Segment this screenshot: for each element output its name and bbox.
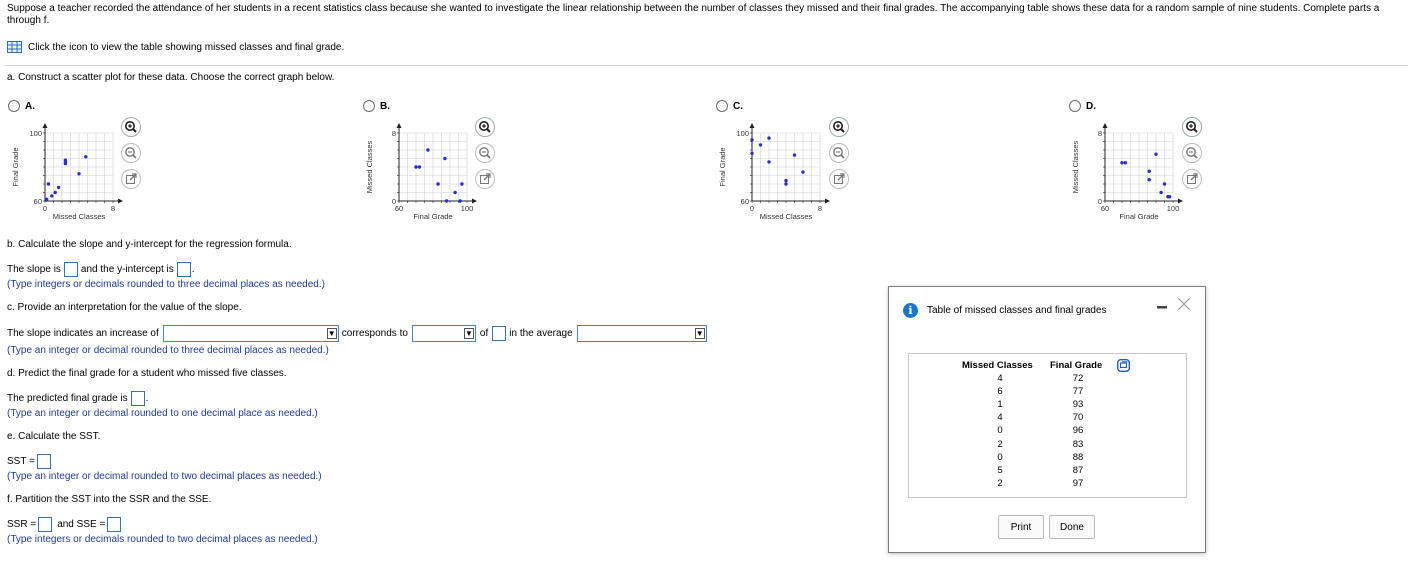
slope-interpret-label: The slope indicates an increase of bbox=[7, 328, 159, 339]
y-tick-label: 0 bbox=[391, 197, 396, 206]
data-point bbox=[750, 152, 753, 155]
graph-c-tools bbox=[829, 117, 851, 189]
data-point bbox=[418, 165, 421, 168]
option-a-radio[interactable] bbox=[8, 100, 20, 112]
intercept-input[interactable] bbox=[177, 262, 191, 277]
x-axis-label: Missed Classes bbox=[759, 212, 813, 221]
table-cell-missed: 4 bbox=[997, 373, 1003, 384]
part-d-hint: (Type an integer or decimal rounded to one decimal place as needed.) bbox=[7, 408, 318, 419]
print-button[interactable]: Print bbox=[998, 515, 1044, 539]
data-table-dialog bbox=[888, 286, 1206, 553]
x-tick-label: 60 bbox=[394, 204, 404, 213]
part-b-answer-line bbox=[7, 262, 195, 277]
data-table bbox=[908, 353, 1187, 498]
dialog-title: Table of missed classes and final grades bbox=[927, 305, 1107, 316]
part-e-hint: (Type an integer or decimal rounded to two decimal places as needed.) bbox=[7, 471, 322, 482]
average-variable-select[interactable] bbox=[577, 325, 707, 342]
part-f-hint: (Type integers or decimals rounded to two decimal places as needed.) bbox=[7, 534, 318, 545]
table-cell-grade: 77 bbox=[1072, 386, 1084, 398]
data-point bbox=[1148, 170, 1151, 173]
x-axis-arrow bbox=[118, 199, 123, 204]
option-d-radio[interactable] bbox=[1069, 100, 1081, 112]
close-icon[interactable] bbox=[1176, 296, 1192, 312]
option-b-radio[interactable] bbox=[363, 100, 375, 112]
data-point bbox=[45, 198, 48, 201]
average-label: in the average bbox=[509, 328, 573, 339]
popout-icon[interactable] bbox=[121, 169, 141, 189]
intercept-label: and the y-intercept is bbox=[80, 264, 174, 275]
data-point bbox=[767, 136, 770, 139]
ssr-label: SSR = bbox=[7, 519, 37, 530]
x-axis-label: Final Grade bbox=[1119, 212, 1159, 221]
zoom-out-icon[interactable] bbox=[1182, 143, 1202, 163]
option-d[interactable] bbox=[1069, 100, 1096, 112]
y-axis-arrow bbox=[750, 123, 755, 128]
col-header-missed: Missed Classes bbox=[962, 360, 1033, 371]
chevron-down-icon: ▼ bbox=[464, 328, 473, 338]
y-axis-label: Final Grade bbox=[718, 147, 727, 187]
data-point bbox=[459, 199, 462, 202]
zoom-in-icon[interactable] bbox=[829, 117, 849, 137]
scatter-plot-d bbox=[1068, 115, 1183, 225]
y-tick-label: 8 bbox=[391, 129, 396, 138]
slope-label: The slope is bbox=[7, 264, 61, 275]
x-tick-label: 100 bbox=[1166, 204, 1180, 213]
data-point bbox=[64, 160, 67, 163]
dialog-header bbox=[903, 303, 1107, 318]
x-axis-label: Missed Classes bbox=[52, 212, 106, 221]
graph-a-tools bbox=[121, 117, 143, 189]
y-tick-label: 100 bbox=[736, 129, 749, 138]
scatter-plot-c bbox=[715, 115, 830, 225]
table-cell-missed: 6 bbox=[997, 386, 1003, 398]
x-tick-label: 0 bbox=[42, 204, 48, 213]
done-button[interactable]: Done bbox=[1049, 515, 1095, 539]
data-point bbox=[750, 138, 753, 141]
part-d-question: d. Predict the final grade for a student who missed five classes. bbox=[7, 368, 287, 379]
zoom-in-icon[interactable] bbox=[1182, 117, 1202, 137]
predicted-grade-label: The predicted final grade is bbox=[7, 393, 128, 404]
zoom-in-icon[interactable] bbox=[121, 117, 141, 137]
y-axis-label: Missed Classes bbox=[1071, 140, 1080, 194]
part-d-answer-line bbox=[7, 391, 148, 406]
table-cell-grade: 87 bbox=[1072, 464, 1084, 476]
sst-label: SST = bbox=[7, 456, 35, 467]
table-cell-grade: 96 bbox=[1072, 425, 1084, 437]
table-icon[interactable] bbox=[7, 41, 22, 53]
ssr-input[interactable] bbox=[38, 517, 52, 532]
scatter-plot-a bbox=[8, 115, 123, 225]
graph-d-tools bbox=[1182, 117, 1204, 189]
table-cell-grade: 83 bbox=[1072, 438, 1084, 450]
data-point bbox=[84, 155, 87, 158]
table-cell-grade: 97 bbox=[1072, 477, 1084, 489]
divider bbox=[5, 65, 1408, 66]
x-axis-arrow bbox=[472, 199, 477, 204]
data-point bbox=[1124, 161, 1127, 164]
sse-input[interactable] bbox=[107, 517, 121, 532]
table-link-text[interactable]: Click the icon to view the table showing missed classes and final grade. bbox=[28, 41, 345, 53]
info-icon: i bbox=[903, 303, 918, 318]
data-point bbox=[759, 143, 762, 146]
graph-b-tools bbox=[475, 117, 497, 189]
part-b-hint: (Type integers or decimals rounded to three decimal places as needed.) bbox=[7, 279, 325, 290]
of-label: of bbox=[479, 328, 489, 339]
scatter-plot-b bbox=[362, 115, 477, 225]
data-point bbox=[445, 199, 448, 202]
data-point bbox=[47, 182, 50, 185]
table-cell-missed: 2 bbox=[997, 477, 1003, 489]
option-d-label: D. bbox=[1086, 100, 1096, 112]
x-tick-label: 8 bbox=[110, 204, 116, 213]
data-point bbox=[784, 182, 787, 185]
x-tick-label: 100 bbox=[460, 204, 474, 213]
sst-input[interactable] bbox=[37, 454, 51, 469]
option-a-label: A. bbox=[25, 100, 35, 112]
table-cell-grade: 70 bbox=[1072, 412, 1084, 424]
option-c-label: C. bbox=[733, 100, 743, 112]
table-link[interactable] bbox=[7, 41, 344, 53]
option-a[interactable] bbox=[8, 100, 35, 112]
option-c[interactable] bbox=[716, 100, 743, 112]
zoom-out-icon[interactable] bbox=[121, 143, 141, 163]
data-point bbox=[426, 148, 429, 151]
popout-icon[interactable] bbox=[829, 169, 849, 189]
chevron-down-icon: ▼ bbox=[327, 328, 336, 338]
problem-intro: Suppose a teacher recorded the attendance of her students in a recent statistics class because she wanted to investigate the linear relationship between the number of classes they missed and their final grades. The accompanying table shows these data for a random sample of nine students. Complete parts a through f. bbox=[7, 3, 1380, 26]
data-point bbox=[77, 172, 80, 175]
option-b[interactable] bbox=[363, 100, 390, 112]
zoom-in-icon[interactable] bbox=[475, 117, 495, 137]
data-point bbox=[460, 182, 463, 185]
table-cell-missed: 1 bbox=[997, 399, 1003, 411]
data-point bbox=[767, 160, 770, 163]
y-tick-label: 0 bbox=[1097, 197, 1102, 206]
option-c-radio[interactable] bbox=[716, 100, 728, 112]
table-cell-missed: 0 bbox=[997, 451, 1003, 463]
data-point bbox=[784, 179, 787, 182]
popout-icon[interactable] bbox=[1182, 169, 1202, 189]
direction-select[interactable] bbox=[412, 325, 476, 342]
data-point bbox=[1120, 161, 1123, 164]
corresponds-label: corresponds to bbox=[341, 328, 408, 339]
y-tick-label: 60 bbox=[740, 197, 749, 206]
data-point bbox=[1159, 191, 1162, 194]
data-point bbox=[443, 157, 446, 160]
part-c-hint: (Type an integer or decimal rounded to three decimal places as needed.) bbox=[7, 345, 329, 356]
data-point bbox=[50, 194, 53, 197]
increase-unit-select[interactable] bbox=[163, 325, 339, 342]
popout-icon[interactable] bbox=[475, 169, 495, 189]
x-axis-arrow bbox=[825, 199, 830, 204]
part-f-answer-line bbox=[7, 517, 121, 532]
x-tick-label: 0 bbox=[749, 204, 755, 213]
x-axis-label: Final Grade bbox=[413, 212, 453, 221]
y-axis-arrow bbox=[1103, 123, 1108, 128]
period-text: . bbox=[145, 393, 149, 404]
data-point bbox=[414, 165, 417, 168]
y-tick-label: 60 bbox=[33, 197, 42, 206]
zoom-out-icon[interactable] bbox=[475, 143, 495, 163]
y-axis-arrow bbox=[43, 123, 48, 128]
y-tick-label: 100 bbox=[29, 129, 42, 138]
period-text: . bbox=[191, 264, 195, 275]
predicted-grade-input[interactable] bbox=[131, 391, 145, 406]
copy-icon[interactable] bbox=[1117, 359, 1130, 372]
x-axis-arrow bbox=[1178, 199, 1183, 204]
table-cell-grade: 88 bbox=[1072, 451, 1084, 463]
minimize-icon[interactable] bbox=[1156, 301, 1168, 313]
part-b-question: b. Calculate the slope and y-intercept for the regression formula. bbox=[7, 239, 292, 250]
part-c-question: c. Provide an interpretation for the value of the slope. bbox=[7, 302, 242, 313]
data-point bbox=[801, 170, 804, 173]
part-f-question: f. Partition the SST into the SSR and the SSE. bbox=[7, 494, 212, 505]
chevron-down-icon: ▼ bbox=[695, 328, 704, 338]
data-point bbox=[54, 191, 57, 194]
part-c-answer-line bbox=[7, 325, 707, 342]
y-tick-label: 8 bbox=[1097, 129, 1102, 138]
y-axis-label: Final Grade bbox=[11, 147, 20, 187]
sse-label: and SSE = bbox=[57, 519, 106, 530]
option-b-label: B. bbox=[380, 100, 390, 112]
y-axis-label: Missed Classes bbox=[365, 140, 374, 194]
slope-amount-input[interactable] bbox=[492, 326, 506, 341]
col-header-grade: Final Grade bbox=[1050, 360, 1103, 371]
slope-input[interactable] bbox=[64, 262, 78, 277]
table-cell-missed: 5 bbox=[997, 464, 1003, 476]
zoom-out-icon[interactable] bbox=[829, 143, 849, 163]
data-point bbox=[1148, 178, 1151, 181]
part-e-answer-line bbox=[7, 454, 51, 469]
data-point bbox=[57, 186, 60, 189]
table-cell-missed: 0 bbox=[997, 425, 1003, 437]
x-tick-label: 60 bbox=[1100, 204, 1110, 213]
data-point bbox=[1154, 153, 1157, 156]
table-cell-missed: 4 bbox=[997, 412, 1003, 424]
data-point bbox=[436, 182, 439, 185]
x-tick-label: 8 bbox=[817, 204, 823, 213]
y-axis-arrow bbox=[397, 123, 402, 128]
table-cell-grade: 72 bbox=[1072, 373, 1084, 384]
data-point bbox=[1163, 182, 1166, 185]
part-e-question: e. Calculate the SST. bbox=[7, 431, 101, 442]
data-point bbox=[453, 191, 456, 194]
data-point bbox=[1168, 195, 1171, 198]
table-cell-missed: 2 bbox=[997, 438, 1003, 450]
table-cell-grade: 93 bbox=[1072, 399, 1084, 411]
part-a-question: a. Construct a scatter plot for these data. Choose the correct graph below. bbox=[7, 72, 335, 83]
data-point bbox=[793, 153, 796, 156]
